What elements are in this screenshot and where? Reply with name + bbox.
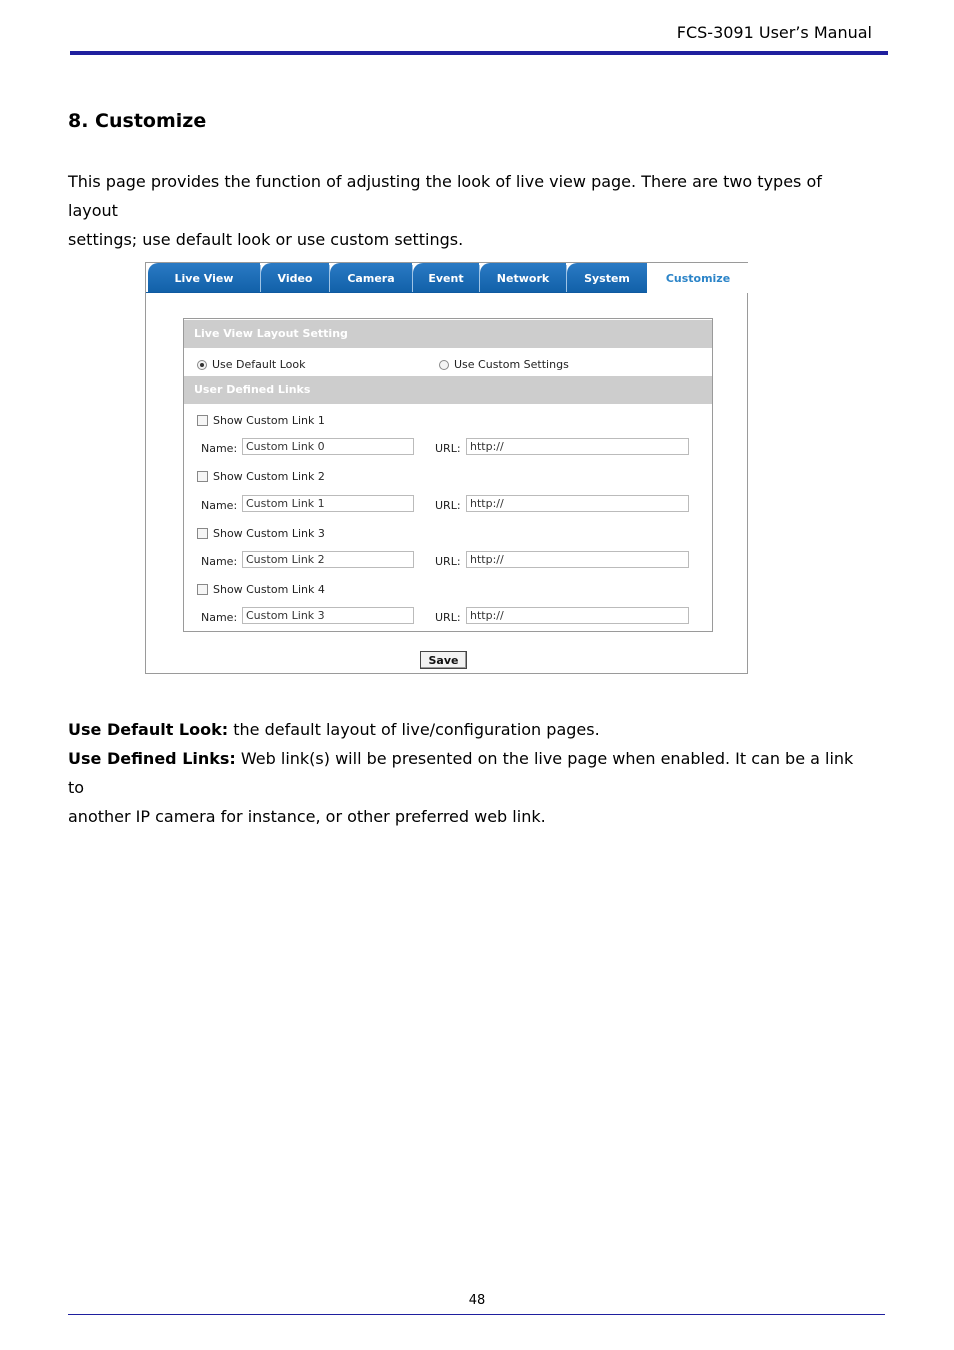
intro-line-1: This page provides the function of adjusting the look of live view page. There are two types of layout — [68, 172, 822, 220]
name-label: Name: — [201, 499, 238, 512]
descriptions — [68, 715, 868, 831]
intro-paragraph — [68, 167, 868, 254]
radio-default-label: Use Default Look — [212, 358, 306, 371]
intro-line-2: settings; use default look or use custom settings. — [68, 230, 464, 249]
tab-live-view[interactable]: Live View — [148, 263, 260, 293]
tab-customize[interactable]: Customize — [648, 263, 748, 293]
url-input-2[interactable]: http:// — [466, 495, 689, 512]
name-input-1[interactable]: Custom Link 0 — [242, 438, 414, 455]
desc-defined-links-cont: another IP camera for instance, or other preferred web link. — [68, 807, 546, 826]
radio-default-look[interactable] — [197, 358, 306, 371]
name-label: Name: — [201, 611, 238, 624]
name-label: Name: — [201, 442, 238, 455]
checkbox-label: Show Custom Link 2 — [213, 470, 325, 483]
url-label: URL: — [435, 442, 461, 455]
section-title: 8. Customize — [68, 110, 207, 132]
layout-setting-header: Live View Layout Setting — [184, 320, 712, 348]
checkbox-icon[interactable] — [197, 584, 208, 595]
url-input-4[interactable]: http:// — [466, 607, 689, 624]
url-label: URL: — [435, 611, 461, 624]
tab-bar — [146, 263, 749, 293]
name-input-2[interactable]: Custom Link 1 — [242, 495, 414, 512]
show-custom-link-4[interactable] — [197, 583, 325, 596]
name-label: Name: — [201, 555, 238, 568]
tab-network[interactable]: Network — [480, 263, 566, 293]
save-button[interactable]: Save — [420, 651, 467, 669]
customize-screenshot — [145, 262, 748, 674]
checkbox-icon[interactable] — [197, 471, 208, 482]
checkbox-label: Show Custom Link 1 — [213, 414, 325, 427]
url-label: URL: — [435, 555, 461, 568]
name-input-3[interactable]: Custom Link 2 — [242, 551, 414, 568]
radio-custom-settings[interactable] — [439, 358, 569, 371]
desc-default-look: Use Default Look: the default layout of live/configuration pages. — [68, 720, 600, 739]
manual-title: FCS-3091 User’s Manual — [676, 23, 872, 42]
checkbox-icon[interactable] — [197, 415, 208, 426]
checkbox-label: Show Custom Link 4 — [213, 583, 325, 596]
url-label: URL: — [435, 499, 461, 512]
show-custom-link-3[interactable] — [197, 527, 325, 540]
tab-video[interactable]: Video — [261, 263, 329, 293]
radio-unchecked-icon[interactable] — [439, 360, 449, 370]
radio-checked-icon[interactable] — [197, 360, 207, 370]
show-custom-link-2[interactable] — [197, 470, 325, 483]
url-input-3[interactable]: http:// — [466, 551, 689, 568]
page-number: 48 — [468, 1293, 486, 1308]
radio-custom-label: Use Custom Settings — [454, 358, 569, 371]
tab-camera[interactable]: Camera — [330, 263, 412, 293]
checkbox-icon[interactable] — [197, 528, 208, 539]
desc-defined-links: Use Defined Links: Web link(s) will be presented on the live page when enabled. It can be a link to — [68, 749, 854, 797]
user-links-header: User Defined Links — [184, 376, 712, 404]
layout-form — [183, 318, 713, 632]
tab-event[interactable]: Event — [413, 263, 479, 293]
tab-system[interactable]: System — [567, 263, 647, 293]
name-input-4[interactable]: Custom Link 3 — [242, 607, 414, 624]
show-custom-link-1[interactable] — [197, 414, 325, 427]
header-rule — [70, 51, 888, 55]
url-input-1[interactable]: http:// — [466, 438, 689, 455]
footer-rule — [68, 1314, 885, 1315]
tab-underline — [146, 292, 646, 293]
checkbox-label: Show Custom Link 3 — [213, 527, 325, 540]
